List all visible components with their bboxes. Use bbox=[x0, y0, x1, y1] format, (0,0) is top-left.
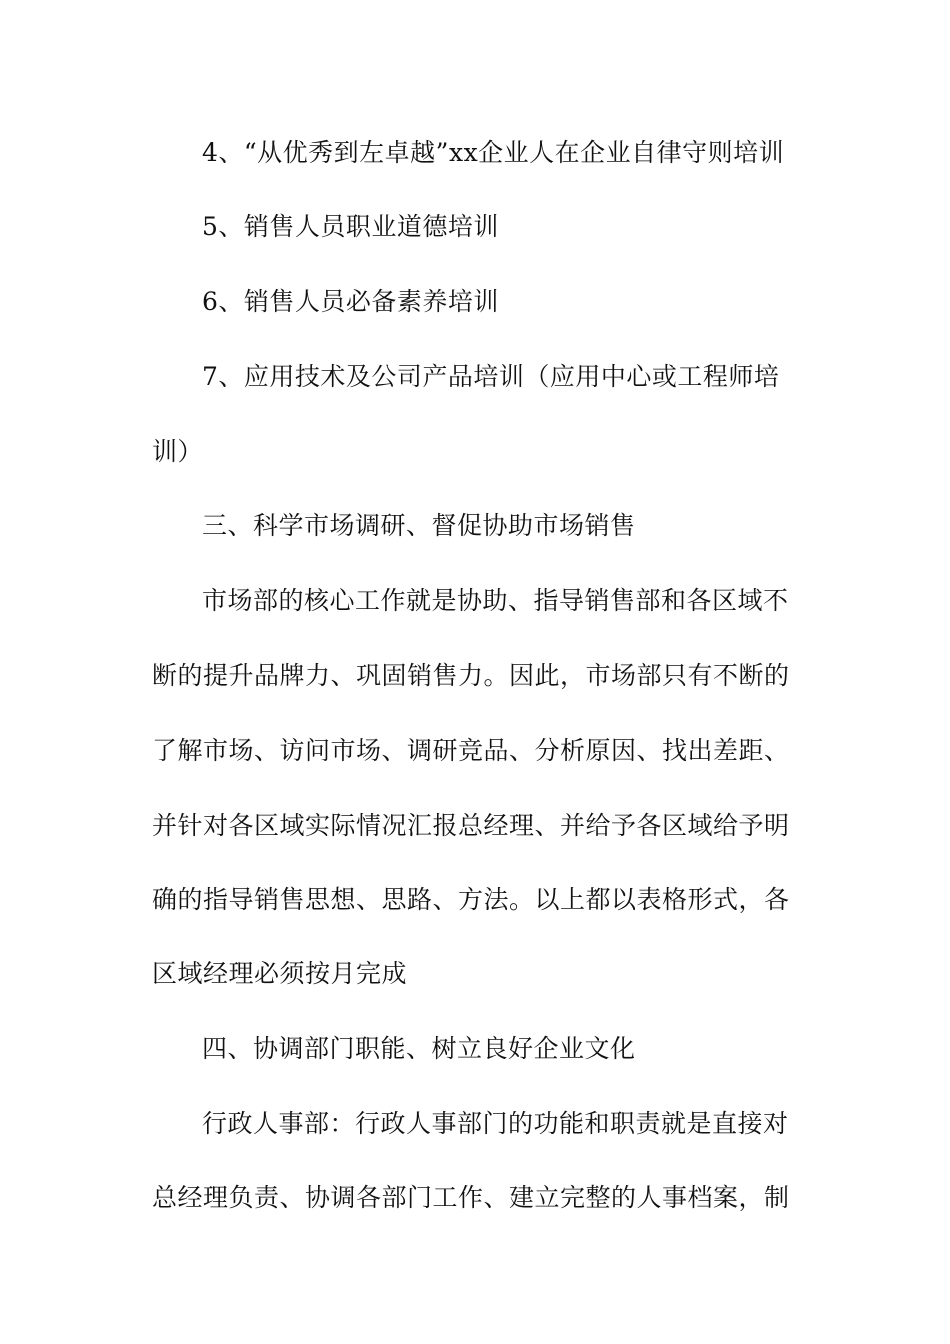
paragraph-line: 断的提升品牌力、巩固销售力。因此，市场部只有不断的 bbox=[152, 661, 790, 690]
paragraph-line: 总经理负责、协调各部门工作、建立完整的人事档案，制 bbox=[152, 1183, 790, 1212]
paragraph-line: 区域经理必须按月完成 bbox=[152, 959, 408, 988]
training-item-7: 7、应用技术及公司产品培训（应用中心或工程师培 bbox=[202, 362, 780, 391]
paragraph-line: 确的指导销售思想、思路、方法。以上都以表格形式，各 bbox=[152, 885, 790, 914]
paragraph-line: 市场部的核心工作就是协助、指导销售部和各区域不 bbox=[202, 586, 789, 615]
section-heading-4: 四、协调部门职能、树立良好企业文化 bbox=[202, 1034, 636, 1063]
training-item-5: 5、销售人员职业道德培训 bbox=[202, 212, 499, 241]
training-item-4: 4、“从优秀到左卓越”xx企业人在企业自律守则培训 bbox=[202, 138, 785, 167]
paragraph-line: 行政人事部：行政人事部门的功能和职责就是直接对 bbox=[202, 1109, 789, 1138]
training-item-6: 6、销售人员必备素养培训 bbox=[202, 287, 499, 316]
paragraph-line: 并针对各区域实际情况汇报总经理、并给予各区域给予明 bbox=[152, 811, 790, 840]
paragraph-line: 了解市场、访问市场、调研竞品、分析原因、找出差距、 bbox=[152, 736, 790, 765]
section-heading-3: 三、科学市场调研、督促协助市场销售 bbox=[202, 511, 636, 540]
training-item-7-continuation: 训） bbox=[152, 437, 204, 466]
